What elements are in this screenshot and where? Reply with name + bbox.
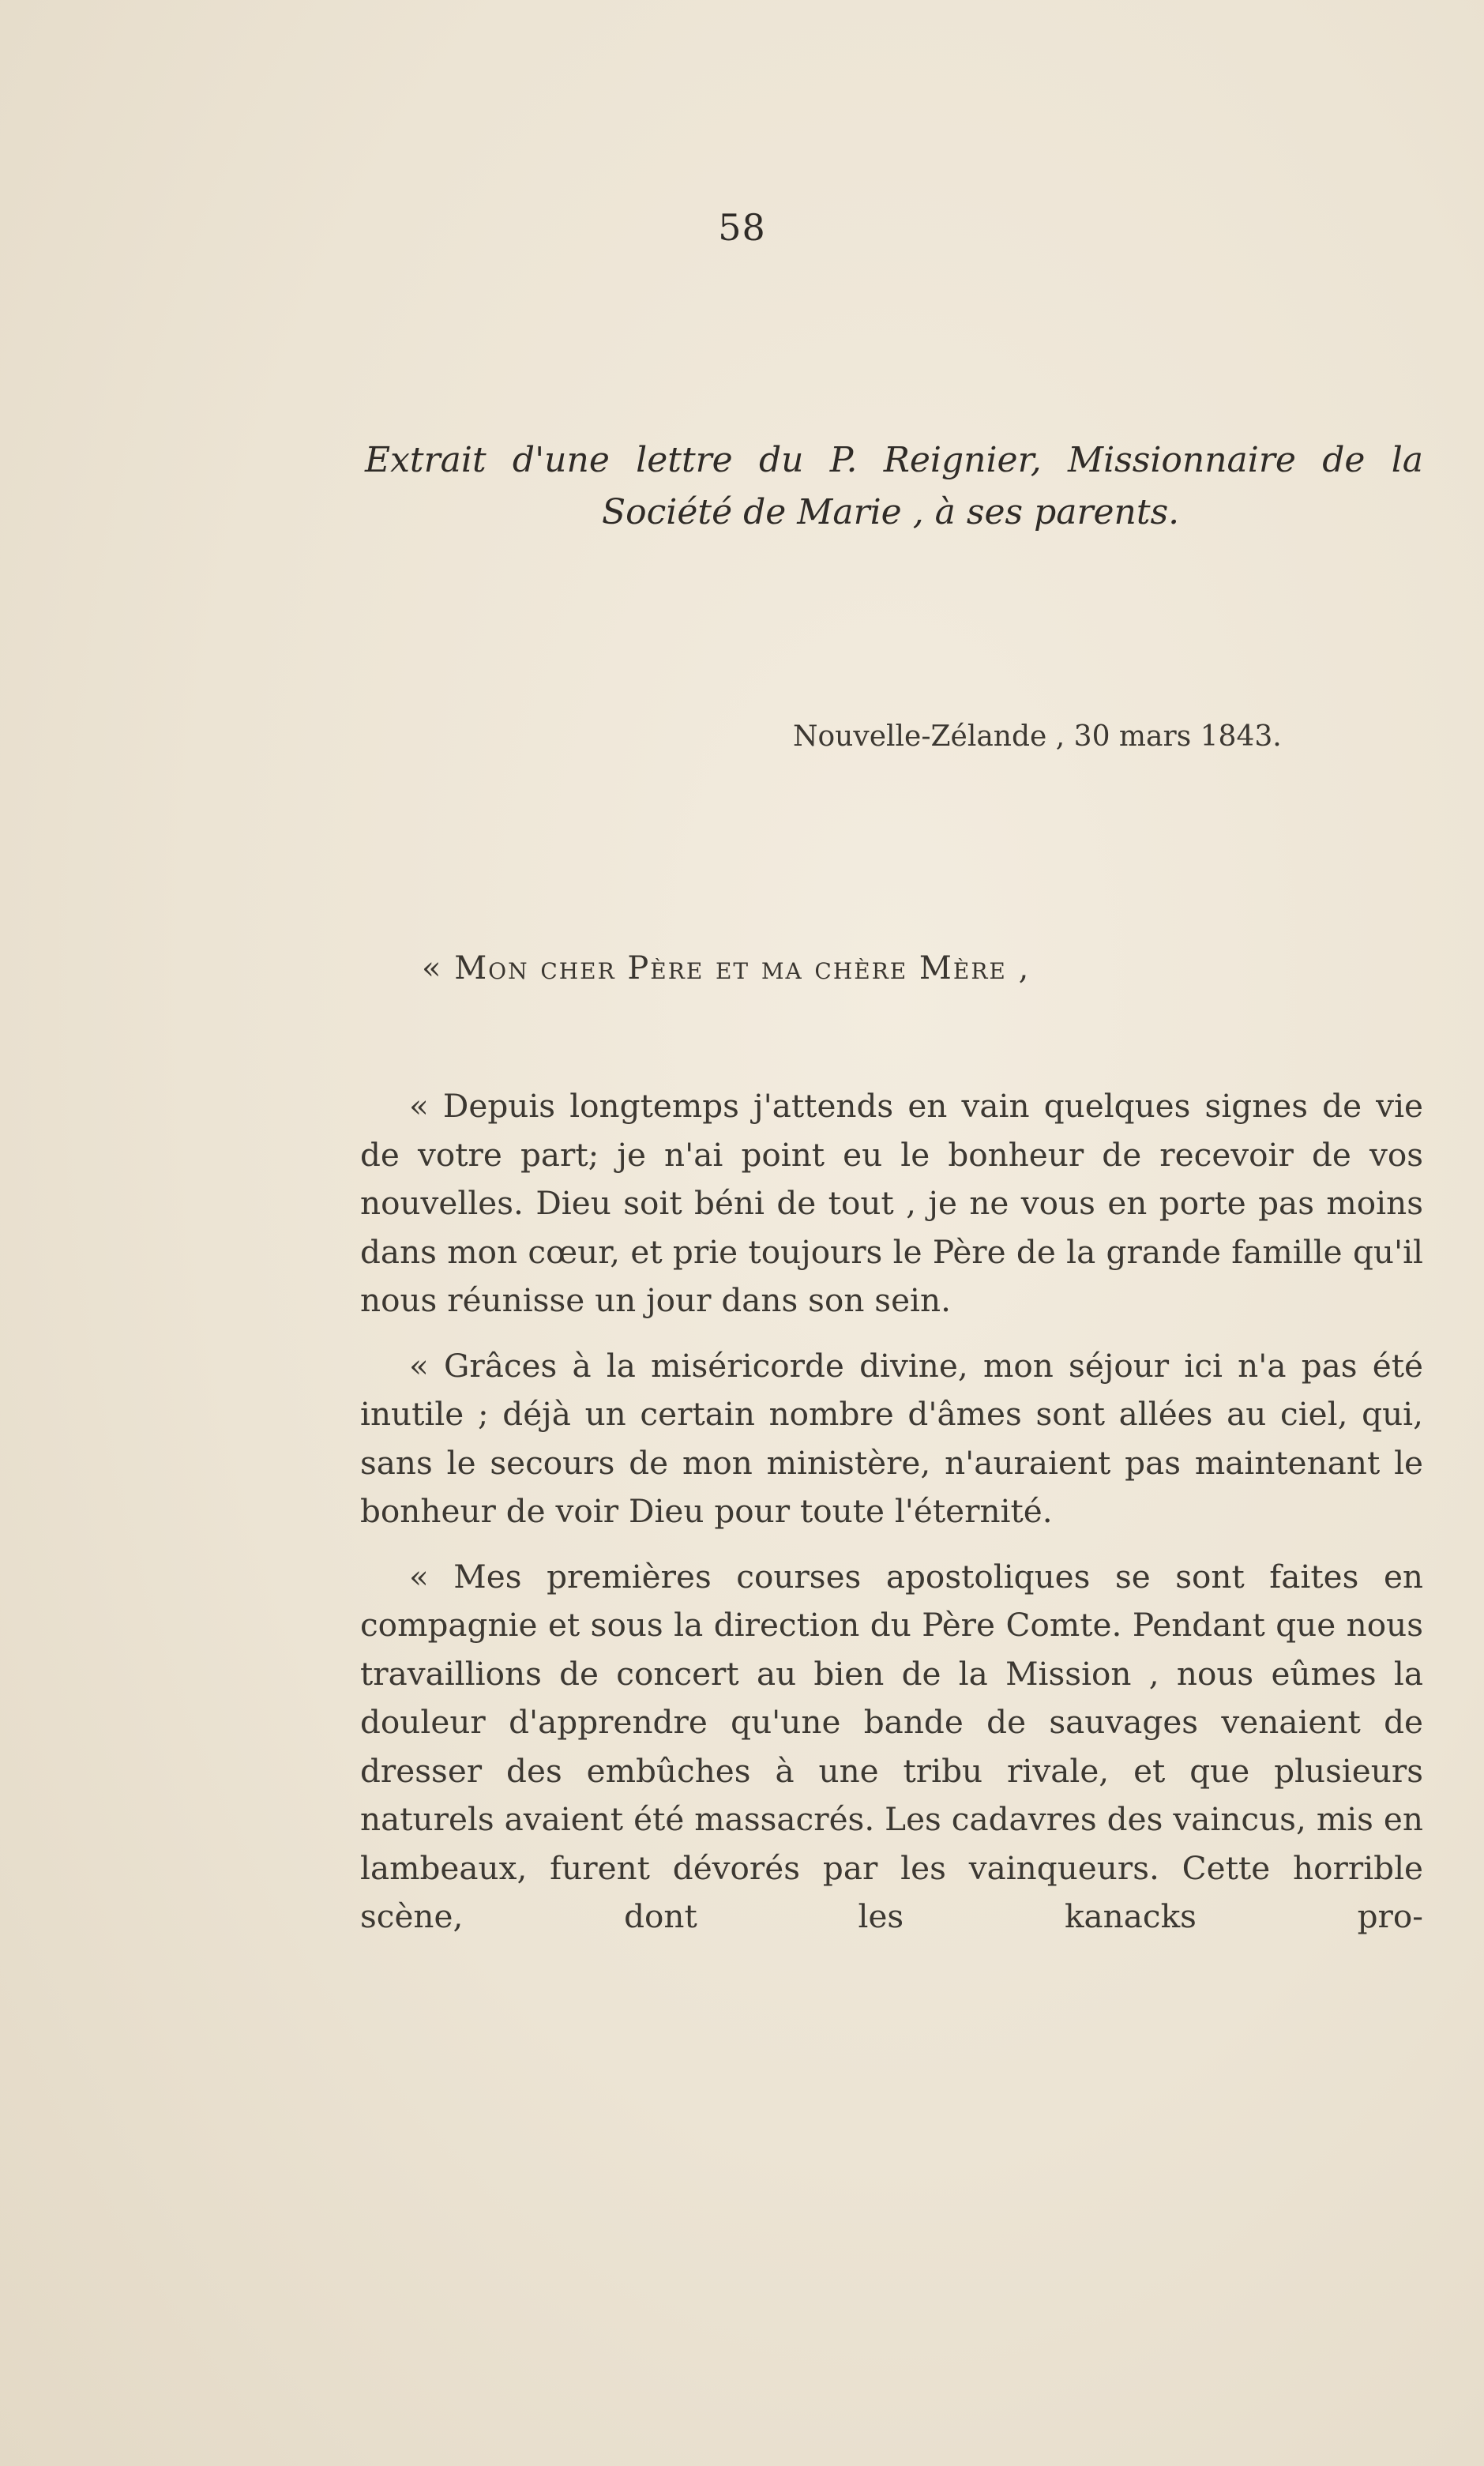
title-line-2: Société de Marie , à ses parents.	[602, 492, 1180, 532]
page-number: 58	[718, 206, 766, 249]
letter-body	[360, 1082, 1423, 1958]
paragraph-1: « Depuis longtemps j'attends en vain quelques signes de vie de votre part; je n'ai point eu le bonheur de recevoir de vos nouvelles. Dieu soit béni de tout , je ne vous en porte pas moins dans mon cœur, et prie toujours le Père de la grande famille qu'il nous réunisse un jour dans son sein.	[360, 1087, 1423, 1319]
dateline: Nouvelle-Zélande , 30 mars 1843.	[793, 720, 1282, 753]
paragraph-2: « Grâces à la miséricorde divine, mon séjour ici n'a pas été inutile ; déjà un certain nombre d'âmes sont allées au ciel, qui, sans le secours de mon ministère, n'auraient pas maintenant le bonheur de voir Dieu pour toute l'éternité.	[360, 1346, 1423, 1530]
paragraph-3: « Mes premières courses apostoliques se sont faites en compagnie et sous la direction du Père Comte. Pendant que nous travaillions de concert au bien de la Mission , nous eûmes la douleur d'apprendre qu'une bande de sauvages venaient de dresser des embûches à une tribu rivale, et que plusieurs naturels avaient été massacrés. Les cadavres des vaincus, mis en lambeaux, furent dévorés par les vainqueurs. Cette horrible scène, dont les kanacks pro-	[360, 1557, 1423, 1935]
letter-title	[365, 434, 1423, 539]
title-line-1: Extrait d'une lettre du P. Reignier, Missionnaire de la	[365, 440, 1423, 480]
salutation: « Mon cher Père et ma chère Mère ,	[422, 950, 1031, 987]
